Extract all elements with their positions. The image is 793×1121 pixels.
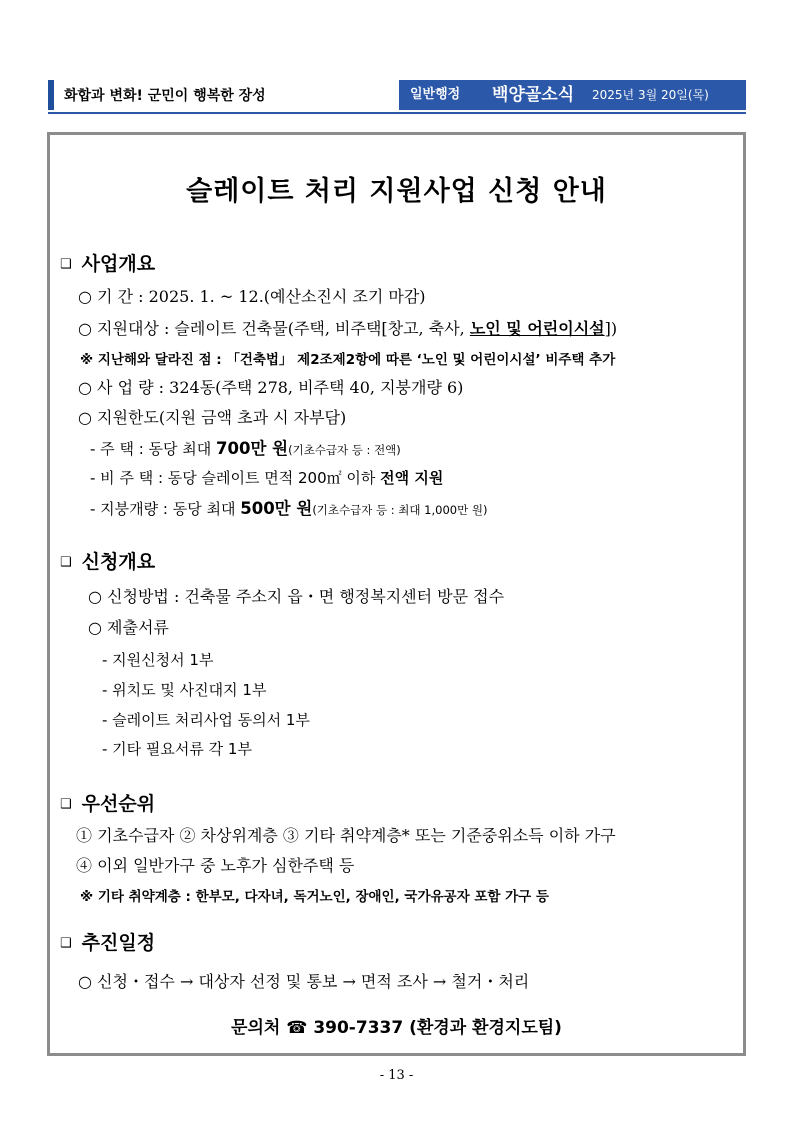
header-department: 백양골소식 [492, 85, 575, 105]
checkbox-marker-icon: ❑ [60, 555, 72, 570]
priority-note: ※ 기타 취약계층 : 한부모, 다자녀, 독거노인, 장애인, 국가유공자 포함 가구 등 [80, 889, 549, 905]
schedule-flow: ○ 신청・접수 → 대상자 선정 및 통보 → 면적 조사 → 철거・처리 [78, 972, 530, 991]
header-divider [48, 112, 746, 114]
application-method: ○ 신청방법 : 건축물 주소지 읍・면 행정복지센터 방문 접수 [88, 587, 505, 606]
page-number: - 13 - [379, 1068, 414, 1083]
roof-amount: 500만 원 [240, 499, 313, 518]
section-heading-schedule: ❑ 추진일정 [60, 932, 156, 954]
nonhouse-highlight: 전액 지원 [380, 469, 444, 487]
house-amount: 700만 원 [216, 439, 289, 458]
overview-period: ○ 기 간 : 2025. 1. ~ 12.(예산소진시 조기 마감) [78, 287, 426, 306]
section-heading-overview: ❑ 사업개요 [60, 253, 156, 275]
document-item: - 슬레이트 처리사업 동의서 1부 [102, 711, 310, 729]
priority-line-1: ① 기초수급자 ② 차상위계층 ③ 기타 취약계층* 또는 기준중위소득 이하 가구 [76, 826, 616, 845]
limit-nonhouse: - 비 주 택 : 동당 슬레이트 면적 200㎡ 이하 전액 지원 [90, 469, 444, 487]
page-title: 슬레이트 처리 지원사업 신청 안내 [186, 176, 607, 207]
overview-target: ○ 지원대상 : 슬레이트 건축물(주택, 비주택[창고, 축사, 노인 및 어린이시설]) [78, 319, 618, 338]
limit-roof: - 지붕개량 : 동당 최대 500만 원(기초수급자 등 : 최대 1,000만 원) [90, 499, 488, 518]
header-category: 일반행정 [410, 87, 461, 102]
document-item: - 위치도 및 사진대지 1부 [102, 681, 267, 699]
header-slogan: 화합과 변화! 군민이 행복한 장성 [64, 88, 266, 104]
document-item: - 지원신청서 1부 [102, 651, 214, 669]
overview-quantity: ○ 사 업 량 : 324동(주택 278, 비주택 40, 지붕개량 6) [78, 378, 464, 397]
overview-limit: ○ 지원한도(지원 금액 초과 시 자부담) [78, 408, 347, 427]
target-highlight: 노인 및 어린이시설 [469, 319, 605, 338]
document-item: - 기타 필요서류 각 1부 [102, 740, 252, 758]
header-accent-bar [48, 80, 54, 110]
header-info-banner [399, 80, 746, 110]
section-heading-priority: ❑ 우선순위 [60, 793, 156, 815]
header-date: 2025년 3월 20일(목) [592, 88, 709, 102]
checkbox-marker-icon: ❑ [60, 797, 72, 812]
priority-line-2: ④ 이외 일반가구 중 노후가 심한주택 등 [76, 856, 355, 875]
overview-change-note: ※ 지난해와 달라진 점 : 「건축법」 제2조제2항에 따른 ‘노인 및 어린이시설’ 비주택 추가 [80, 352, 616, 368]
section-heading-application: ❑ 신청개요 [60, 551, 156, 573]
contact-info: 문의처 ☎ 390-7337 (환경과 환경지도팀) [231, 1018, 562, 1038]
checkbox-marker-icon: ❑ [60, 936, 72, 951]
application-documents-label: ○ 제출서류 [88, 618, 169, 637]
checkbox-marker-icon: ❑ [60, 257, 72, 272]
limit-house: - 주 택 : 동당 최대 700만 원(기초수급자 등 : 전액) [90, 439, 401, 458]
